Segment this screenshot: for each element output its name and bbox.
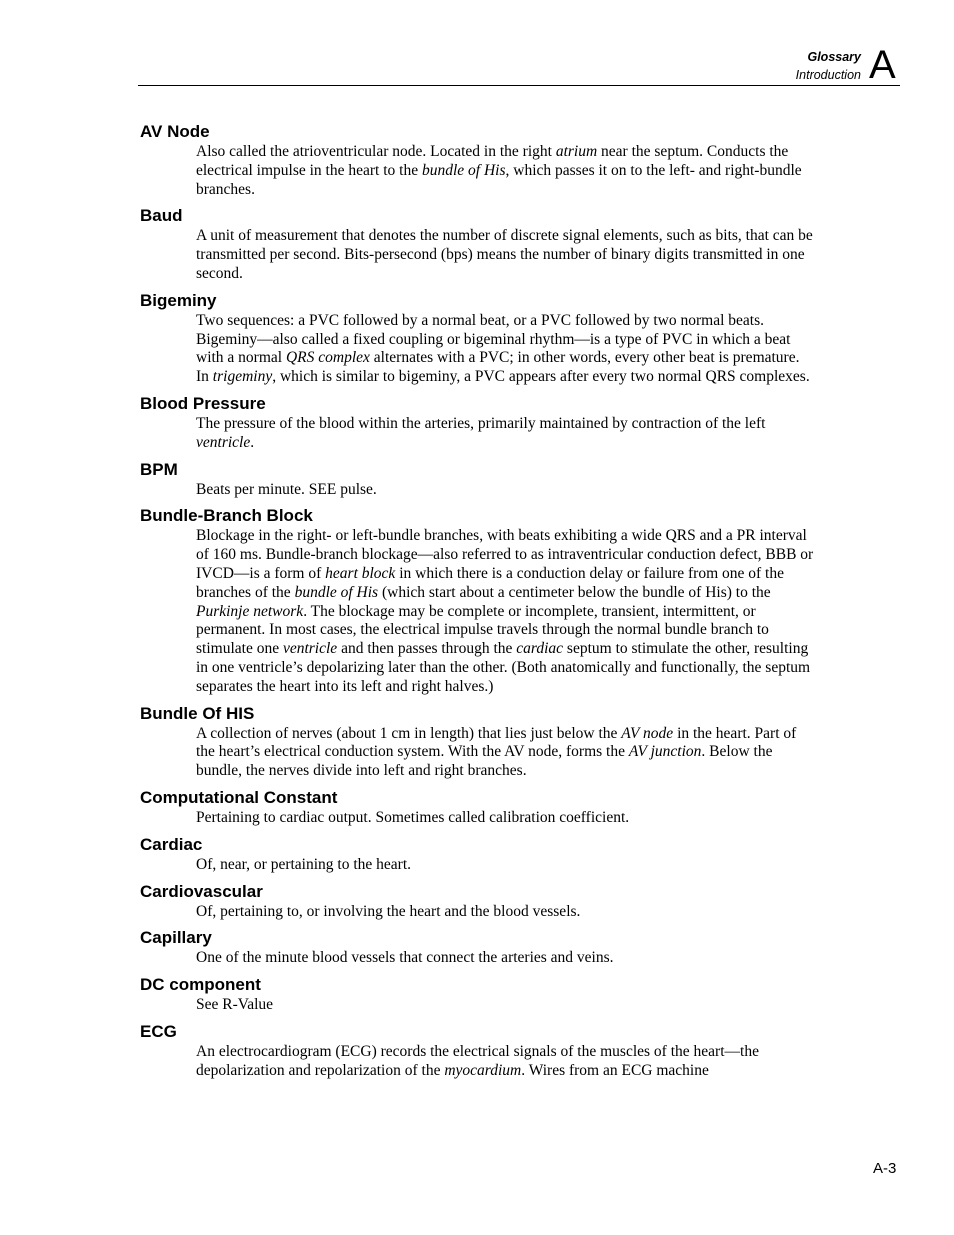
glossary-definition bbox=[196, 996, 816, 1015]
glossary-entry bbox=[140, 927, 820, 968]
definition-emphasis: QRS complex bbox=[285, 349, 370, 367]
glossary-term: Computational Constant bbox=[140, 787, 338, 807]
definition-emphasis: Purkinje network bbox=[196, 602, 304, 620]
glossary-definition bbox=[196, 809, 816, 828]
definition-text: , which is similar to bigeminy, a PVC appears after every two normal QRS complexes. bbox=[272, 368, 810, 386]
definition-text: Two sequences: a PVC followed by a normal beat, or a PVC followed by two normal beats. Bigeminy—also called a fixed coupling or bigeminal rhythm—is a type of PVC in which a beat with a normal bbox=[196, 311, 791, 367]
definition-text: . bbox=[250, 433, 255, 451]
definition-text: septum to stimulate the other, resulting in one ventricle’s depolarizing later than the other. (Both anatomically and functionally, the septum separates the heart into its left and right halves.) bbox=[196, 640, 811, 695]
glossary-entry bbox=[140, 459, 820, 500]
definition-emphasis: atrium bbox=[555, 143, 598, 160]
definition-emphasis: myocardium bbox=[444, 1061, 522, 1079]
glossary-entry bbox=[140, 974, 820, 1015]
glossary-entry bbox=[140, 1021, 820, 1081]
definition-text: . The blockage may be complete or incomplete, transient, intermittent, or permanent. In most cases, the electrical impulse travels through the normal bundle branch to stimulate one bbox=[196, 602, 769, 658]
definition-emphasis: AV node bbox=[621, 724, 674, 742]
glossary-definition bbox=[196, 143, 816, 199]
running-header bbox=[796, 48, 861, 84]
page-number: A-3 bbox=[873, 1160, 897, 1177]
glossary-term: Capillary bbox=[140, 928, 212, 948]
glossary-term: Baud bbox=[140, 206, 183, 226]
appendix-letter: A bbox=[869, 43, 896, 87]
glossary-term: Bundle-Branch Block bbox=[140, 506, 313, 526]
glossary-entry bbox=[140, 121, 820, 199]
glossary-term: Blood Pressure bbox=[140, 393, 266, 413]
glossary-term: Cardiovascular bbox=[140, 881, 263, 901]
header-divider bbox=[138, 85, 900, 86]
definition-text: Also called the atrioventricular node. Located in the right bbox=[196, 143, 556, 160]
definition-text: See R-Value bbox=[196, 996, 274, 1014]
glossary-definition bbox=[196, 856, 816, 875]
glossary-list bbox=[140, 121, 820, 1087]
glossary-entry bbox=[140, 205, 820, 283]
definition-text: The pressure of the blood within the arteries, primarily maintained by contraction of the left bbox=[196, 414, 766, 432]
definition-emphasis: cardiac bbox=[516, 640, 564, 658]
definition-text: alternates with a PVC; in other words, every other beat is premature. In bbox=[196, 349, 800, 386]
definition-text: in which there is a conduction delay or failure from one of the branches of the bbox=[196, 564, 784, 601]
definition-emphasis: bundle of His bbox=[421, 161, 506, 179]
glossary-entry bbox=[140, 834, 820, 875]
definition-emphasis: AV junction bbox=[628, 743, 702, 761]
definition-emphasis: heart block bbox=[325, 564, 396, 582]
glossary-term: DC component bbox=[140, 975, 261, 995]
glossary-term: AV Node bbox=[140, 122, 210, 141]
glossary-definition bbox=[196, 312, 816, 387]
glossary-entry bbox=[140, 505, 820, 696]
definition-text: Pertaining to cardiac output. Sometimes called calibration coefficient. bbox=[196, 808, 630, 826]
definition-text: Of, near, or pertaining to the heart. bbox=[196, 855, 412, 873]
definition-emphasis: ventricle bbox=[282, 640, 338, 658]
glossary-term: Cardiac bbox=[140, 834, 203, 854]
definition-text: near the septum. Conducts the electrical impulse in the heart to the bbox=[196, 143, 789, 179]
definition-text: A collection of nerves (about 1 cm in length) that lies just below the bbox=[196, 724, 622, 742]
definition-emphasis: bundle of His bbox=[294, 583, 379, 601]
definition-text: One of the minute blood vessels that connect the arteries and veins. bbox=[196, 949, 614, 967]
glossary-definition bbox=[196, 527, 816, 696]
definition-emphasis: ventricle bbox=[196, 433, 251, 451]
glossary-definition bbox=[196, 949, 816, 968]
definition-text: in the heart. Part of the heart’s electrical conduction system. With the AV node, forms the bbox=[196, 724, 797, 761]
definition-emphasis: trigeminy bbox=[212, 368, 273, 386]
definition-text: Blockage in the right- or left-bundle branches, with beats exhibiting a wide QRS and a PR interval of 160 ms. Bundle-branch blockage—also referred to as intraventricular conduction defect, BBB or IVCD—is a form of bbox=[196, 527, 814, 582]
glossary-definition bbox=[196, 1043, 816, 1081]
definition-text: Of, pertaining to, or involving the heart and the blood vessels. bbox=[196, 902, 581, 920]
glossary-term: Bundle Of HIS bbox=[140, 703, 255, 723]
definition-text: . Wires from an ECG machine bbox=[521, 1061, 709, 1079]
glossary-definition bbox=[196, 415, 816, 453]
definition-text: (which start about a centimeter below the bundle of His) to the bbox=[378, 583, 771, 601]
definition-text: and then passes through the bbox=[337, 640, 517, 658]
section-title: Introduction bbox=[795, 68, 861, 82]
glossary-entry bbox=[140, 881, 820, 922]
glossary-term: ECG bbox=[140, 1021, 177, 1041]
glossary-entry bbox=[140, 703, 820, 781]
glossary-term: Bigeminy bbox=[140, 290, 217, 310]
definition-text: A unit of measurement that denotes the number of discrete signal elements, such as bits, that can be transmitted per second. Bits-persecond (bps) means the number of binary digits transmitted in one second. bbox=[196, 227, 813, 282]
glossary-definition bbox=[196, 725, 816, 781]
definition-text: An electrocardiogram (ECG) records the electrical signals of the muscles of the heart—the depolarization and repolarization of the bbox=[196, 1042, 759, 1079]
glossary-definition bbox=[196, 227, 816, 283]
glossary-entry bbox=[140, 393, 820, 453]
definition-text: . Below the bundle, the nerves divide into left and right branches. bbox=[196, 743, 773, 780]
glossary-definition bbox=[196, 903, 816, 922]
glossary-entry bbox=[140, 290, 820, 387]
glossary-entry bbox=[140, 787, 820, 828]
definition-text: , which passes it on to the left- and right-bundle branches. bbox=[196, 161, 802, 198]
chapter-title: Glossary bbox=[807, 50, 861, 64]
glossary-definition bbox=[196, 481, 816, 500]
definition-text: Beats per minute. SEE pulse. bbox=[196, 480, 377, 498]
glossary-term: BPM bbox=[140, 459, 178, 479]
